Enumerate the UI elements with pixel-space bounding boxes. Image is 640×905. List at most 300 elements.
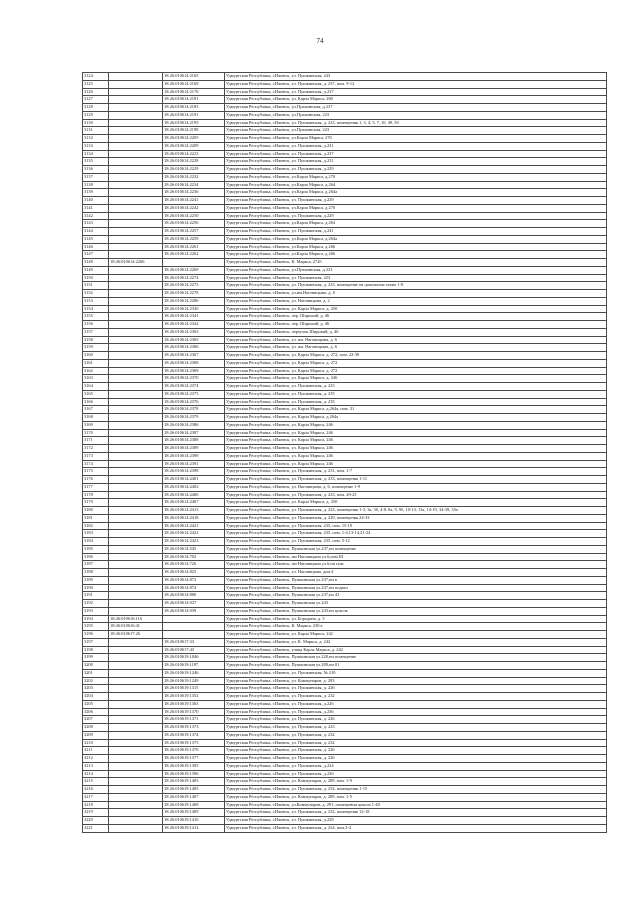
table-row [83, 786, 607, 794]
row-number-cell: 3127 [83, 96, 109, 104]
table-row [83, 770, 607, 778]
land-plot-number-cell [109, 801, 163, 809]
row-number-cell: 3218 [83, 801, 109, 809]
table-row [83, 274, 607, 282]
building-number-cell: 18:26:010614:2205 [163, 135, 225, 143]
row-number-cell: 3213 [83, 762, 109, 770]
land-plot-number-cell [109, 824, 163, 832]
row-number-cell: 3215 [83, 778, 109, 786]
address-cell: Удмуртская Республика, г.Ижевск, Пушкинская ул.243,нп цоколь [225, 607, 607, 615]
building-number-cell: 18:26:010614:880 [163, 592, 225, 600]
table-row [83, 561, 607, 569]
building-number-cell: 18:26:010614:2330 [163, 305, 225, 313]
address-cell: Удмуртская Республика, г.Ижевск, ул. Пушкинская, д.226 [225, 700, 607, 708]
address-cell: Удмуртская Республика, г.Ижевск, ул. Пушкинская, д.228 [225, 817, 607, 825]
row-number-cell: 3156 [83, 321, 109, 329]
table-row [83, 251, 607, 259]
row-number-cell: 3184 [83, 538, 109, 546]
land-plot-number-cell [109, 685, 163, 693]
table-row [83, 390, 607, 398]
building-number-cell: 18:26:010614:2369 [163, 367, 225, 375]
table-row [83, 414, 607, 422]
building-number-cell: 18:26:010614:2421 [163, 522, 225, 530]
building-number-cell: 18:26:010619:1407 [163, 793, 225, 801]
table-row [83, 731, 607, 739]
address-cell: Удмуртская Республика, г.Ижевск, ул. Карла Маркса, 246 [225, 445, 607, 453]
building-number-cell [163, 623, 225, 631]
address-cell: Удмуртская Республика, г.Ижевск, Пушкинская ул.220,нп помещение [225, 654, 607, 662]
table-row [83, 204, 607, 212]
row-number-cell: 3157 [83, 328, 109, 336]
land-plot-number-cell [109, 786, 163, 794]
land-plot-number-cell [109, 491, 163, 499]
address-cell: Удмуртская Республика, г.Ижевск, ул. им. Наговицына, д. 6 [225, 336, 607, 344]
address-cell: Удмуртская Республика, г.Ижевск, ул. Пушкинская, 243 [225, 73, 607, 81]
table-row [83, 336, 607, 344]
table-row [83, 468, 607, 476]
table-row [83, 111, 607, 119]
address-cell: Удмуртская Республика, г.Ижевск, ул. Пушкинская, 235, пом. 1-4,13-14,21-24 [225, 530, 607, 538]
land-plot-number-cell [109, 716, 163, 724]
land-plot-number-cell [109, 212, 163, 220]
building-number-cell: 18:26:010619:1249 [163, 677, 225, 685]
land-plot-number-cell [109, 150, 163, 158]
row-number-cell: 3206 [83, 708, 109, 716]
land-plot-number-cell [109, 654, 163, 662]
building-number-cell: 18:26:010614:2229 [163, 166, 225, 174]
address-cell: Удмуртская Республика, г.Ижевск, ул. Пушкинская, д. 223, пом. 20-23 [225, 491, 607, 499]
table-row [83, 212, 607, 220]
land-plot-number-cell [109, 266, 163, 274]
row-number-cell: 3137 [83, 173, 109, 181]
address-cell: Удмуртская Республика, г.Ижевск, ул.Карла Маркса, д.270 [225, 204, 607, 212]
table-row [83, 615, 607, 623]
table-row [83, 259, 607, 267]
row-number-cell: 3221 [83, 824, 109, 832]
address-cell: Удмуртская Республика, г.Ижевск, ул. Пушкинская, д. 235 [225, 390, 607, 398]
address-cell: Удмуртская Республика, г.Ижевск, ул. Пушкинская, д. 235 [225, 398, 607, 406]
address-cell: Удмуртская Республика, г.Ижевск, ул. Пушкинская, д.231 [225, 142, 607, 150]
land-plot-number-cell [109, 352, 163, 360]
building-number-cell: 18:26:010614:2181 [163, 96, 225, 104]
row-number-cell: 3142 [83, 212, 109, 220]
land-plot-number-cell [109, 297, 163, 305]
address-cell: Удмуртская Республика, г.Ижевск, ул. Карла Маркса, 246 [225, 452, 607, 460]
table-row [83, 197, 607, 205]
land-plot-number-cell [109, 429, 163, 437]
land-plot-number-cell [109, 708, 163, 716]
land-plot-number-cell [109, 437, 163, 445]
table-row [83, 421, 607, 429]
land-plot-number-cell [109, 452, 163, 460]
address-cell: Удмуртская Республика, г.Ижевск, ул. Карла Маркса, 260 [225, 96, 607, 104]
land-plot-number-cell [109, 530, 163, 538]
row-number-cell: 3219 [83, 809, 109, 817]
land-plot-number-cell [109, 158, 163, 166]
table-row [83, 173, 607, 181]
land-plot-number-cell [109, 359, 163, 367]
address-cell: Удмуртская Республика, г.Ижевск, ул. Пушкинская, д.237 [225, 88, 607, 96]
address-cell: Удмуртская Республика, г.Ижевск, ул. Пушкинская, д.236 [225, 708, 607, 716]
row-number-cell: 3133 [83, 142, 109, 150]
land-plot-number-cell [109, 724, 163, 732]
land-plot-number-cell [109, 700, 163, 708]
table-row [83, 96, 607, 104]
address-cell: Удмуртская Республика, г.Ижевск, ул. Пушкинская, д. 223, помещения 1-3, 3а, 30, 4-8, 8а, 9, 9б, 10-13, 13а, 14-19, 34-39, 35а [225, 507, 607, 515]
land-plot-number-cell [109, 592, 163, 600]
row-number-cell: 3207 [83, 716, 109, 724]
address-cell: Удмуртская Республика, г.Ижевск, Пушкинская ул.237,нп подвал [225, 584, 607, 592]
building-number-cell: 18:26:010617:33 [163, 638, 225, 646]
building-number-cell: 18:26:010614:2386 [163, 421, 225, 429]
table-row [83, 499, 607, 507]
building-number-cell: 18:26:010614:2413 [163, 507, 225, 515]
address-cell: Удмуртская Республика, г.Ижевск, ул. Пушкинская, д. 229, помещения 24-33 [225, 514, 607, 522]
land-plot-number-cell [109, 88, 163, 96]
address-cell: Удмуртская Республика, г.Ижевск, ул.им.Наговицына, д. 8 [225, 290, 607, 298]
row-number-cell: 3153 [83, 297, 109, 305]
row-number-cell: 3149 [83, 266, 109, 274]
land-plot-number-cell [109, 321, 163, 329]
land-plot-number-cell [109, 282, 163, 290]
table-row [83, 119, 607, 127]
building-number-cell: 18:26:010614:2401 [163, 476, 225, 484]
address-cell: Удмуртская Республика, г.Ижевск, ул. Пушкинская, д. 233, помещения 1-11 [225, 476, 607, 484]
row-number-cell: 3185 [83, 545, 109, 553]
row-number-cell: 3182 [83, 522, 109, 530]
building-number-cell: 18:26:010614:2418 [163, 514, 225, 522]
address-cell: Удмуртская Республика, г.Ижевск, ул. Пушкинская, д. 223 [225, 383, 607, 391]
address-cell: Удмуртская Республика, г.Ижевск, им Наговицына ул.6,нп пом. [225, 561, 607, 569]
building-number-cell: 18:26:010614:2256 [163, 220, 225, 228]
building-number-cell: 18:26:010614:2390 [163, 452, 225, 460]
address-cell: Удмуртская Республика, г.Ижевск, ул. Пушкинская, 235, пом. 15-19 [225, 522, 607, 530]
address-cell: Удмуртская Республика, г.Ижевск, ул.Пушкинская, 223 [225, 111, 607, 119]
land-plot-number-cell [109, 398, 163, 406]
land-plot-number-cell [109, 204, 163, 212]
land-plot-number-cell [109, 111, 163, 119]
row-number-cell: 3140 [83, 197, 109, 205]
building-number-cell: 18:26:010614:873 [163, 576, 225, 584]
land-plot-number-cell: 18:26:010616:41 [109, 623, 163, 631]
address-cell: Удмуртская Республика, г.Ижевск, Пушкинская ул.237,нп 43 [225, 592, 607, 600]
land-plot-number-cell [109, 538, 163, 546]
row-number-cell: 3210 [83, 739, 109, 747]
row-number-cell: 3204 [83, 693, 109, 701]
building-number-cell: 18:26:010614:2232 [163, 173, 225, 181]
row-number-cell: 3209 [83, 731, 109, 739]
address-cell: Удмуртская Республика, г.Ижевск, К. Маркса, 272б [225, 259, 607, 267]
building-number-cell: 18:26:010614:2261 [163, 243, 225, 251]
address-cell: Удмуртская Республика, г.Ижевск, ул. Коммунаров, д. 293 [225, 677, 607, 685]
address-cell: Удмуртская Республика, г.Ижевск, ул. Коммунаров, д. 289, пом. 1-5 [225, 793, 607, 801]
land-plot-number-cell [109, 96, 163, 104]
address-cell: Удмуртская Республика, г.Ижевск, ул. Пушкинская, д.229 [225, 197, 607, 205]
land-plot-number-cell [109, 406, 163, 414]
table-row [83, 483, 607, 491]
row-number-cell: 3129 [83, 111, 109, 119]
table-row [83, 429, 607, 437]
table-row [83, 437, 607, 445]
building-number-cell: 18:26:010614:2406 [163, 491, 225, 499]
row-number-cell: 3136 [83, 166, 109, 174]
row-number-cell: 3150 [83, 274, 109, 282]
address-cell: Удмуртская Республика, г.Ижевск, ул.Карла Маркса, д.264 [225, 220, 607, 228]
table-row [83, 817, 607, 825]
land-plot-number-cell [109, 669, 163, 677]
building-number-cell: 18:26:010619:1371 [163, 716, 225, 724]
address-cell: Удмуртская Республика, г.Ижевск, ул. Бородина, д. 5 [225, 615, 607, 623]
address-cell: Удмуртская Республика, г.Ижевск, ул. Карла Маркса, д. 272, пом. 22-39 [225, 352, 607, 360]
table-row [83, 631, 607, 639]
table-row [83, 824, 607, 832]
table-row [83, 328, 607, 336]
building-number-cell: 18:26:010614:2165 [163, 73, 225, 81]
row-number-cell: 3159 [83, 344, 109, 352]
land-plot-number-cell [109, 251, 163, 259]
address-cell: Удмуртская Республика, г.Ижевск, ул. Карла Маркса, д. 250 [225, 499, 607, 507]
address-cell: Удмуртская Республика, г.Ижевск, ул. им. Наговицына, д. 6 [225, 344, 607, 352]
land-plot-number-cell [109, 421, 163, 429]
land-plot-number-cell [109, 793, 163, 801]
address-cell: Удмуртская Республика, г.Ижевск, ул. Пушкинская, 223 [225, 274, 607, 282]
building-number-cell: 18:26:010614:2242 [163, 204, 225, 212]
table-row [83, 538, 607, 546]
building-number-cell: 18:26:010614:2223 [163, 150, 225, 158]
building-number-cell: 18:26:010614:2257 [163, 228, 225, 236]
row-number-cell: 3168 [83, 414, 109, 422]
building-number-cell: 18:26:010614:2341 [163, 313, 225, 321]
table-row [83, 600, 607, 608]
table-row [83, 127, 607, 135]
address-cell: Удмуртская Республика, г.Ижевск, ул. Пушкинская, д. 232, помещения 1-15 [225, 786, 607, 794]
address-cell: Удмуртская Республика, г.Ижевск, ул. Пушкинская, д. 226 [225, 716, 607, 724]
building-number-cell: 18:26:010614:702 [163, 553, 225, 561]
building-number-cell: 18:26:010614:2422 [163, 530, 225, 538]
table-row [83, 344, 607, 352]
table-row [83, 793, 607, 801]
building-number-cell: 18:26:010619:1396 [163, 770, 225, 778]
table-row [83, 677, 607, 685]
table-row [83, 305, 607, 313]
building-number-cell: 18:26:010617:43 [163, 646, 225, 654]
building-number-cell: 18:26:010614:2368 [163, 359, 225, 367]
land-plot-number-cell [109, 445, 163, 453]
land-plot-number-cell [109, 762, 163, 770]
land-plot-number-cell: 18:26:010616:116 [109, 615, 163, 623]
row-number-cell: 3211 [83, 747, 109, 755]
land-plot-number-cell [109, 770, 163, 778]
address-cell: Удмуртская Республика, г.Ижевск, ул. Карла Маркса, 246 [225, 437, 607, 445]
address-cell: Удмуртская Республика, г.Ижевск, ул. Пушкинская, 235, пом. 5-12 [225, 538, 607, 546]
building-number-cell: 18:26:010619:1046 [163, 654, 225, 662]
building-number-cell [163, 615, 225, 623]
building-number-cell: 18:26:010619:1352 [163, 693, 225, 701]
land-plot-number-cell [109, 569, 163, 577]
row-number-cell: 3217 [83, 793, 109, 801]
table-row [83, 235, 607, 243]
row-number-cell: 3144 [83, 228, 109, 236]
row-number-cell: 3216 [83, 786, 109, 794]
row-number-cell: 3141 [83, 204, 109, 212]
building-number-cell: 18:26:010614:2389 [163, 445, 225, 453]
building-number-cell: 18:26:010614:2269 [163, 266, 225, 274]
land-plot-number-cell [109, 739, 163, 747]
land-plot-number-cell [109, 197, 163, 205]
address-cell: Удмуртская Республика, г.Ижевск, ул. Пушкинская, д. 224, пом.3-4 [225, 824, 607, 832]
table-row [83, 158, 607, 166]
building-number-cell: 18:26:010614:2183 [163, 104, 225, 112]
building-number-cell: 18:26:010614:2402 [163, 483, 225, 491]
building-number-cell: 18:26:010619:1246 [163, 669, 225, 677]
land-plot-number-cell [109, 514, 163, 522]
land-plot-number-cell [109, 731, 163, 739]
building-number-cell: 18:26:010614:2363 [163, 328, 225, 336]
address-cell: Удмуртская Республика, г.Ижевск, ул. Пушкинская, № 210 [225, 669, 607, 677]
address-cell: Удмуртская Республика, г.Ижевск, ул. Пушкинская, д.231 [225, 158, 607, 166]
land-plot-number-cell [109, 228, 163, 236]
building-number-cell: 18:26:010614:939 [163, 607, 225, 615]
table-row [83, 662, 607, 670]
cadastral-table [82, 72, 607, 833]
table-row [83, 646, 607, 654]
land-plot-number-cell [109, 73, 163, 81]
table-row [83, 724, 607, 732]
building-number-cell: 18:26:010619:1412 [163, 824, 225, 832]
building-number-cell: 18:26:010614:2367 [163, 352, 225, 360]
land-plot-number-cell [109, 274, 163, 282]
land-plot-number-cell [109, 778, 163, 786]
address-cell: Удмуртская Республика, г.Ижевск, ул. Пушкинская, д. 226 [225, 747, 607, 755]
address-cell: Удмуртская Республика, г.Ижевск, ул.Карла Маркса, д.266 [225, 243, 607, 251]
address-cell: Удмуртская Республика, г.Ижевск, пер. Широкий, д. 46 [225, 321, 607, 329]
land-plot-number-cell [109, 576, 163, 584]
address-cell: Удмуртская Республика, г.Ижевск, ул. Коммунаров, д. 289, пом. 1-9 [225, 778, 607, 786]
table-row [83, 755, 607, 763]
table-row [83, 801, 607, 809]
row-number-cell: 3124 [83, 73, 109, 81]
table-row [83, 514, 607, 522]
address-cell: Удмуртская Республика, г.Ижевск, Пушкинская ул.237,нп помещение [225, 545, 607, 553]
address-cell: Удмуртская Республика, г.Ижевск, ул.Пушкинская, д.223 [225, 266, 607, 274]
page-number: 74 [316, 37, 324, 45]
table-row [83, 778, 607, 786]
land-plot-number-cell [109, 522, 163, 530]
table-row [83, 290, 607, 298]
land-plot-number-cell [109, 127, 163, 135]
address-cell: Удмуртская Республика, г.Ижевск, Пушкинская ул.237,нп к [225, 576, 607, 584]
table-row [83, 553, 607, 561]
row-number-cell: 3214 [83, 770, 109, 778]
row-number-cell: 3171 [83, 437, 109, 445]
table-row [83, 476, 607, 484]
row-number-cell: 3181 [83, 514, 109, 522]
land-plot-number-cell [109, 344, 163, 352]
table-row [83, 383, 607, 391]
building-number-cell: 18:26:010619:1370 [163, 708, 225, 716]
address-cell: Удмуртская Республика, г.Ижевск, ул. Наговицына, д. 2 [225, 297, 607, 305]
row-number-cell: 3188 [83, 569, 109, 577]
table-row [83, 530, 607, 538]
building-number-cell: 18:26:010614:2376 [163, 398, 225, 406]
address-cell: Удмуртская Республика, г.Ижевск, Пушкинская ул.209,нп 01 [225, 662, 607, 670]
table-row [83, 73, 607, 81]
land-plot-number-cell: 18:26:010617:26 [109, 631, 163, 639]
address-cell: Удмуртская Республика, г.Ижевск, ул.Карла Маркса, 270 [225, 135, 607, 143]
land-plot-number-cell [109, 383, 163, 391]
table-row [83, 491, 607, 499]
table-row [83, 398, 607, 406]
land-plot-number-cell [109, 809, 163, 817]
land-plot-number-cell [109, 189, 163, 197]
table-row [83, 623, 607, 631]
table-row [83, 282, 607, 290]
land-plot-number-cell [109, 80, 163, 88]
address-cell: Удмуртская Республика, г.Ижевск, ул.Карла Маркса, д.270 [225, 173, 607, 181]
row-number-cell: 3197 [83, 638, 109, 646]
row-number-cell: 3147 [83, 251, 109, 259]
address-cell: Удмуртская Республика, г.Ижевск, ул. Пушкинская, д. 223, помещение на цокольном этаже 1-8 [225, 282, 607, 290]
row-number-cell: 3200 [83, 662, 109, 670]
building-number-cell: 18:26:010619:1410 [163, 817, 225, 825]
building-number-cell: 18:26:010614:2388 [163, 437, 225, 445]
row-number-cell: 3163 [83, 375, 109, 383]
building-number-cell: 18:26:010614:2241 [163, 197, 225, 205]
address-cell: Удмуртская Республика, г.Ижевск, ул. Карла Маркса, д.264а [225, 414, 607, 422]
building-number-cell: 18:26:010619:1187 [163, 662, 225, 670]
address-cell: Удмуртская Республика, г.Ижевск, ул. Карла Маркса, 246 [225, 421, 607, 429]
building-number-cell: 18:26:010619:1403 [163, 778, 225, 786]
building-number-cell: 18:26:010614:2209 [163, 142, 225, 150]
address-cell: Удмуртская Республика, г.Ижевск, К. Маркса, 230 а [225, 623, 607, 631]
building-number-cell: 18:26:010614:2379 [163, 414, 225, 422]
table-row [83, 352, 607, 360]
row-number-cell: 3145 [83, 235, 109, 243]
land-plot-number-cell [109, 677, 163, 685]
table-row [83, 375, 607, 383]
address-cell: Удмуртская Республика, г.Ижевск, ул. Карла Маркса, 246 [225, 429, 607, 437]
address-cell: Удмуртская Республика, г.Ижевск, ул.Карла Маркса, д.264а [225, 189, 607, 197]
address-cell: Удмуртская Республика, г.Ижевск, ул. Пушкинская, д. 226 [225, 755, 607, 763]
table-row [83, 739, 607, 747]
land-plot-number-cell [109, 220, 163, 228]
building-number-cell: 18:26:010614:2423 [163, 538, 225, 546]
table-row [83, 313, 607, 321]
table-row [83, 685, 607, 693]
building-number-cell: 18:26:010614:2387 [163, 429, 225, 437]
row-number-cell: 3194 [83, 615, 109, 623]
building-number-cell: 18:26:010614:2191 [163, 111, 225, 119]
table-row [83, 654, 607, 662]
table-row [83, 584, 607, 592]
table-row [83, 607, 607, 615]
table-row [83, 359, 607, 367]
land-plot-number-cell [109, 600, 163, 608]
table-row [83, 367, 607, 375]
row-number-cell: 3220 [83, 817, 109, 825]
table-row [83, 545, 607, 553]
building-number-cell: 18:26:010614:2365 [163, 336, 225, 344]
address-cell: Удмуртская Республика, г.Ижевск, ул. Пушкинская, д. 232 [225, 731, 607, 739]
building-number-cell: 18:26:010614:2391 [163, 460, 225, 468]
row-number-cell: 3176 [83, 476, 109, 484]
row-number-cell: 3195 [83, 623, 109, 631]
address-cell: Удмуртская Республика, г.Ижевск, ул. Карла Маркса, д. 272 [225, 367, 607, 375]
row-number-cell: 3146 [83, 243, 109, 251]
row-number-cell: 3169 [83, 421, 109, 429]
land-plot-number-cell [109, 166, 163, 174]
building-number-cell [163, 259, 225, 267]
